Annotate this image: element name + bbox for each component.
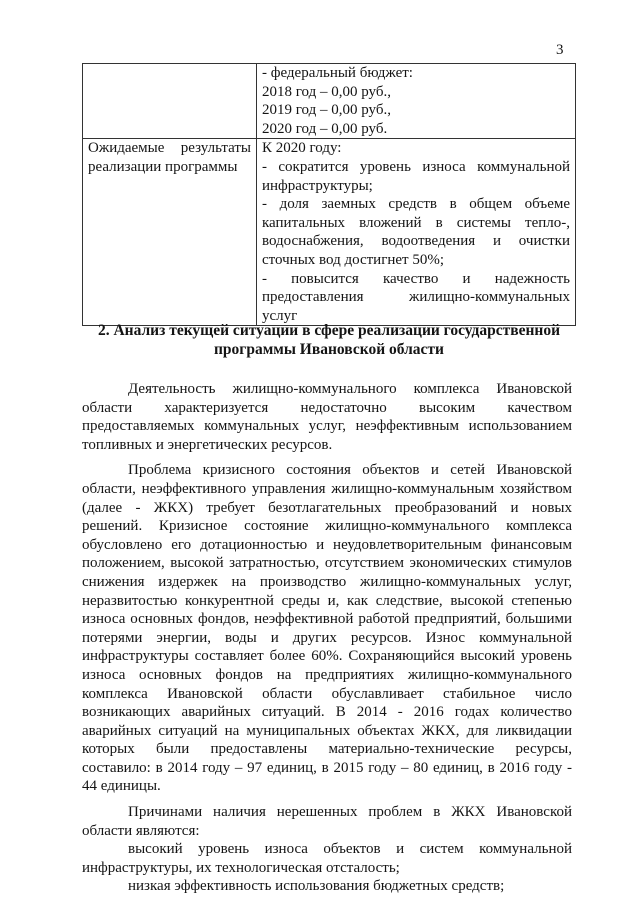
table-line: услуг bbox=[262, 307, 298, 324]
table-line: 2020 год – 0,00 руб. bbox=[262, 120, 388, 137]
text-line: комплекса Ивановской области обуславливает стабильное число bbox=[82, 685, 572, 702]
table-line: Ожидаемые результаты bbox=[88, 140, 251, 157]
text-line: возникающих аварийных ситуаций. В 2014 - 2016 годах количество bbox=[82, 704, 572, 721]
table-line: предоставления жилищно-коммунальных bbox=[262, 289, 570, 306]
text-line: 44 единицы. bbox=[82, 778, 161, 795]
text-line: предоставляемых коммунальных услуг, неэффективным использованием bbox=[82, 418, 572, 435]
table-line: инфраструктуры; bbox=[262, 177, 373, 194]
text-line: области характеризуется недостаточно высоким качеством bbox=[82, 399, 572, 416]
paragraph-problem bbox=[82, 461, 572, 796]
table-line: - федеральный бюджет: bbox=[262, 65, 413, 81]
body-text bbox=[82, 380, 572, 896]
table-cell-empty bbox=[83, 64, 257, 139]
table-line: - доля заемных средств в общем объеме bbox=[262, 196, 570, 213]
text-line: (далее - ЖКХ) требует безотлагательных преобразований и новых bbox=[82, 499, 572, 516]
text-line: аварийных ситуаций на муниципальных объектах ЖКХ, для ликвидации bbox=[82, 722, 572, 739]
text-line: положением, высокой затратностью, отсутствием экономических стимулов bbox=[82, 555, 572, 572]
paragraph-activity bbox=[82, 380, 572, 454]
text-line: области, неэффективного управления жилищно-коммунальным хозяйством bbox=[82, 480, 572, 497]
table-cell-federal-budget bbox=[257, 64, 576, 139]
table-cell-expected-results-label bbox=[83, 139, 257, 326]
table-line: реализации программы bbox=[88, 158, 238, 175]
program-info-table bbox=[82, 63, 576, 326]
paragraph-reason-efficiency bbox=[82, 877, 572, 896]
page-number: 3 bbox=[556, 42, 564, 58]
table-line: сточных вод достигнет 50%; bbox=[262, 251, 445, 268]
table-line: 2018 год – 0,00 руб., bbox=[262, 83, 391, 100]
table-line: - повысится качество и надежность bbox=[262, 270, 570, 287]
table-line: капитальных вложений в системы тепло-, bbox=[262, 214, 570, 231]
table-line: водоснабжения, водоотведения и очистки bbox=[262, 233, 570, 250]
text-line: снижения издержек на производство жилищно-коммунальных услуг, bbox=[82, 573, 572, 590]
text-line: потерями энергии, воды и других ресурсов. Износ коммунальной bbox=[82, 629, 572, 646]
text-line: которых были предоставлены материально-технические ресурсы, bbox=[82, 741, 572, 758]
text-line: Проблема кризисного состояния объектов и сетей Ивановской bbox=[128, 462, 572, 479]
text-line: износа основных фондов на предприятиях жилищно-коммунального bbox=[82, 666, 572, 683]
text-line: износа основных фондов, неэффективной работой предприятий, большими bbox=[82, 611, 572, 628]
table-line: 2019 год – 0,00 руб., bbox=[262, 102, 391, 119]
table-row bbox=[83, 139, 576, 326]
text-line: неразвитостью конкурентной среды и, как следствие, высокой степенью bbox=[82, 592, 572, 609]
section-heading-line: 2. Анализ текущей ситуации в сфере реализации государственной bbox=[97, 322, 561, 339]
text-line: топливных и энергетических ресурсов. bbox=[82, 436, 333, 453]
section-heading bbox=[80, 321, 578, 359]
table-line: - сократится уровень износа коммунальной bbox=[262, 158, 570, 175]
table-cell-expected-results bbox=[257, 139, 576, 326]
text-line: решений. Кризисное состояние жилищно-коммунального комплекса bbox=[82, 518, 572, 535]
text-line: Деятельность жилищно-коммунального комплекса Ивановской bbox=[128, 381, 572, 397]
table-row bbox=[83, 64, 576, 139]
text-line: высокий уровень износа объектов и систем коммунальной bbox=[128, 841, 572, 858]
section-heading-line: программы Ивановской области bbox=[214, 341, 444, 358]
table-line: К 2020 году: bbox=[262, 140, 342, 157]
text-line: обусловлено его дотационностью и неудовлетворительным финансовым bbox=[82, 536, 572, 553]
paragraph-reasons bbox=[82, 803, 572, 840]
text-line: Причинами наличия нерешенных проблем в ЖКХ Ивановской bbox=[128, 804, 572, 821]
text-line: составило: в 2014 году – 97 единиц, в 2015 году – 80 единиц, в 2016 году - bbox=[82, 759, 572, 776]
text-line: области являются: bbox=[82, 822, 200, 839]
text-line: низкая эффективность использования бюджетных средств; bbox=[128, 878, 505, 895]
paragraph-reason-wear bbox=[82, 840, 572, 877]
text-line: инфраструктуры, их технологическая отсталость; bbox=[82, 859, 400, 876]
text-line: инфраструктуры составляет более 60%. Сохраняющийся высокий уровень bbox=[82, 648, 572, 665]
